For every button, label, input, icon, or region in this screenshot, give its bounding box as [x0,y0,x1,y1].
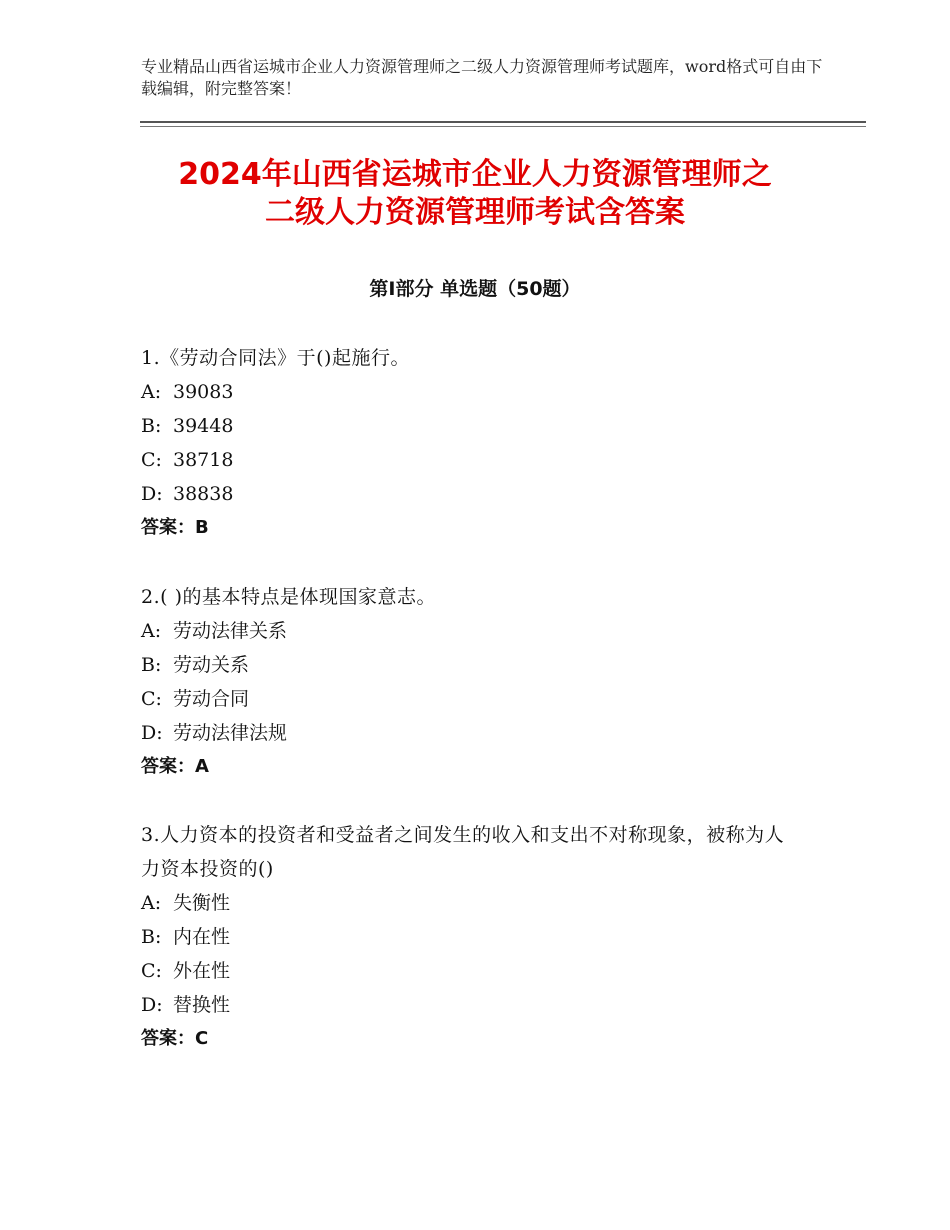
option-text: 劳动法律关系 [173,620,288,642]
section-title: 第Ⅰ部分 单选题（50题） [369,278,581,300]
option-label: C: [141,960,162,982]
option-text: 劳动关系 [173,654,250,676]
document-title [100,156,850,232]
question-text: 3.人力资本的投资者和受益者之间发生的收入和支出不对称现象，被称为人力资本投资的() [141,824,785,880]
option-text: 劳动合同 [173,688,250,710]
option-label: B: [141,415,162,437]
question-2 [141,580,821,784]
option-b [141,920,801,954]
option-d [141,988,801,1022]
title-line-1: 2024年山西省运城市企业人力资源管理师之 [178,157,772,192]
option-text: 38718 [173,449,234,471]
header-note: 专业精品山西省运城市企业人力资源管理师之二级人力资源管理师考试题库，word格式可自由下载编辑，附完整答案！ [141,57,823,98]
option-c [141,954,801,988]
option-text: 外在性 [173,960,231,982]
option-a [141,886,801,920]
option-text: 内在性 [173,926,231,948]
option-c [141,682,821,716]
option-text: 39448 [173,415,234,437]
option-text: 38838 [173,483,234,505]
option-label: B: [141,654,162,676]
header-divider-thick [140,121,866,123]
option-label: D: [141,483,163,505]
answer: 答案：C [141,1028,209,1049]
answer: 答案：B [141,517,209,538]
header-divider-thin [140,126,866,127]
option-label: B: [141,926,162,948]
question-3 [141,818,801,1056]
answer: 答案：A [141,756,209,777]
option-label: A: [141,892,162,914]
option-d [141,477,821,511]
title-line-2: 二级人力资源管理师考试含答案 [265,195,685,230]
option-c [141,443,821,477]
option-label: C: [141,688,162,710]
option-label: D: [141,722,163,744]
question-text: 1.《劳动合同法》于()起施行。 [141,347,410,369]
option-text: 劳动法律法规 [173,722,288,744]
option-label: C: [141,449,162,471]
option-a [141,614,821,648]
option-label: A: [141,620,162,642]
option-text: 失衡性 [173,892,231,914]
option-b [141,409,821,443]
option-a [141,375,821,409]
option-label: D: [141,994,163,1016]
question-text: 2.( )的基本特点是体现国家意志。 [141,586,436,608]
question-1 [141,341,821,545]
option-text: 39083 [173,381,234,403]
option-text: 替换性 [173,994,231,1016]
option-label: A: [141,381,162,403]
option-d [141,716,821,750]
option-b [141,648,821,682]
